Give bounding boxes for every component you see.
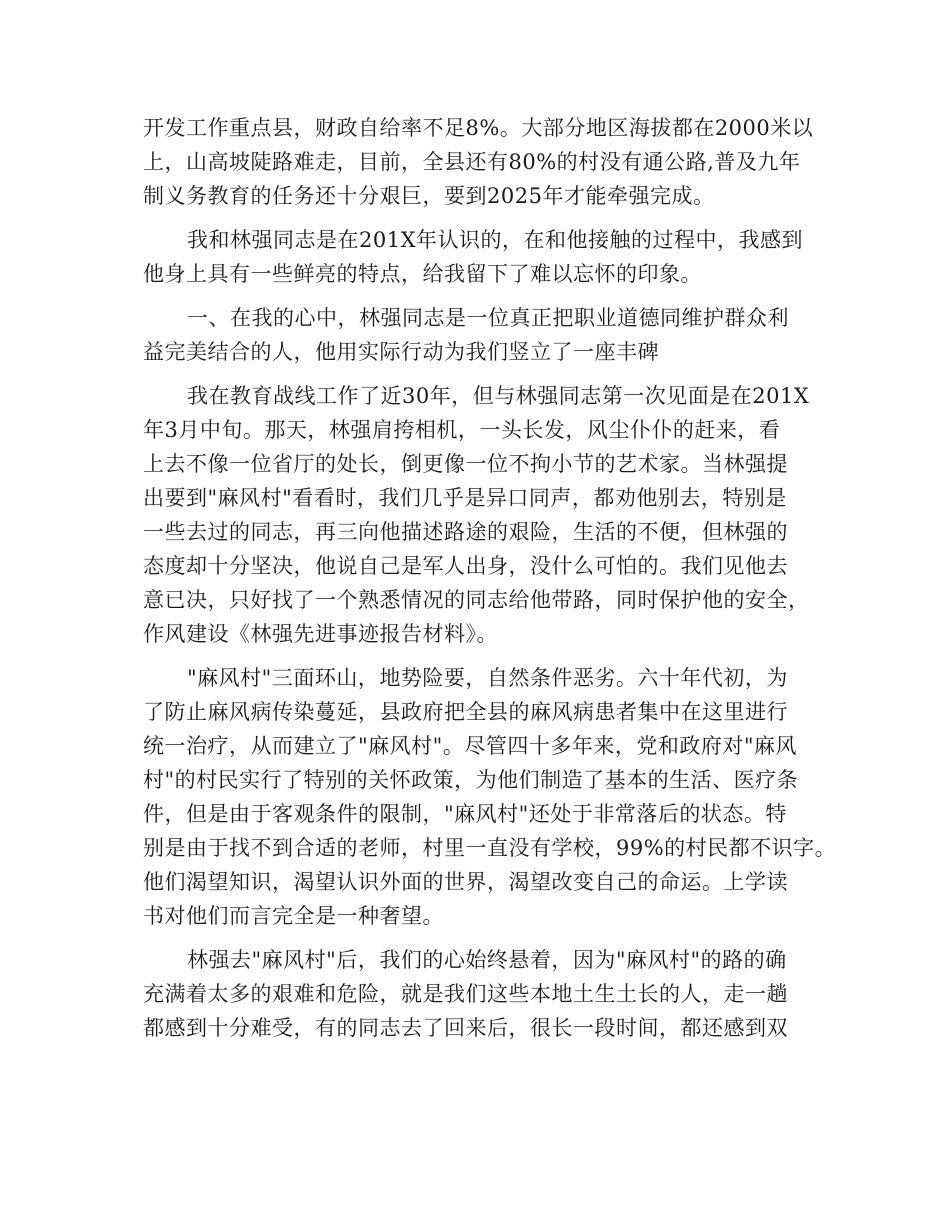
text-line: 村"的村民实行了特别的关怀政策，为他们制造了基本的生活、医疗条 <box>143 768 799 792</box>
text-line: 统一治疗，从而建立了"麻风村"。尽管四十多年来，党和政府对"麻风 <box>143 734 797 758</box>
text-line: 件，但是由于客观条件的限制，"麻风村"还处于非常落后的状态。特 <box>143 802 787 826</box>
text-line: 作风建设《林强先进事迹报告材料》。 <box>143 622 498 646</box>
text-line: 意已决，只好找了一个熟悉情况的同志给他带路，同时保护他的安全， <box>143 588 810 612</box>
text-line: 别是由于找不到合适的老师，村里一直没有学校，99%的村民都不识字。 <box>143 836 837 860</box>
text-line: 书对他们而言完全是一种奢望。 <box>143 904 444 928</box>
text-line: 我和林强同志是在201X年认识的，在和他接触的过程中，我感到 <box>187 228 804 252</box>
text-line: 出要到"麻风村"看看时，我们几乎是异口同声，都劝他别去，特别是 <box>143 486 787 510</box>
text-line: 他们渴望知识，渴望认识外面的世界，渴望改变自己的命运。上学读 <box>143 870 788 894</box>
text-line: 他身上具有一些鲜亮的特点，给我留下了难以忘怀的印象。 <box>143 262 702 286</box>
text-line: 年3月中旬。那天，林强肩挎相机，一头长发，风尘仆仆的赶来，看 <box>143 418 781 442</box>
text-line: 我在教育战线工作了近30年，但与林强同志第一次见面是在201X <box>187 384 810 408</box>
text-line: 一、在我的心中，林强同志是一位真正把职业道德同维护群众利 <box>187 306 789 330</box>
text-line: 林强去"麻风村"后，我们的心始终悬着，因为"麻风村"的路的确 <box>187 948 787 972</box>
text-line: 一些去过的同志，再三向他描述路途的艰险，生活的不便，但林强的 <box>143 520 788 544</box>
text-line: 开发工作重点县，财政自给率不足8%。大部分地区海拔都在2000米以 <box>143 116 814 140</box>
text-line: "麻风村"三面环山，地势险要，自然条件恶劣。六十年代初，为 <box>187 666 788 690</box>
text-line: 上去不像一位省厅的处长，倒更像一位不拘小节的艺术家。当林强提 <box>143 452 788 476</box>
text-line: 制义务教育的任务还十分艰巨，要到2025年才能牵强完成。 <box>143 184 715 208</box>
text-line: 上，山高坡陡路难走，目前，全县还有80%的村没有通公路,普及九年 <box>143 150 801 174</box>
text-line: 了防止麻风病传染蔓延，县政府把全县的麻风病患者集中在这里进行 <box>143 700 788 724</box>
text-line: 都感到十分难受，有的同志去了回来后，很长一段时间，都还感到双 <box>143 1016 788 1040</box>
text-line: 态度却十分坚决，他说自己是军人出身，没什么可怕的。我们见他去 <box>143 554 788 578</box>
text-line: 益完美结合的人，他用实际行动为我们竖立了一座丰碑 <box>143 340 659 364</box>
text-line: 充满着太多的艰难和危险，就是我们这些本地土生土长的人，走一趟 <box>143 982 788 1006</box>
